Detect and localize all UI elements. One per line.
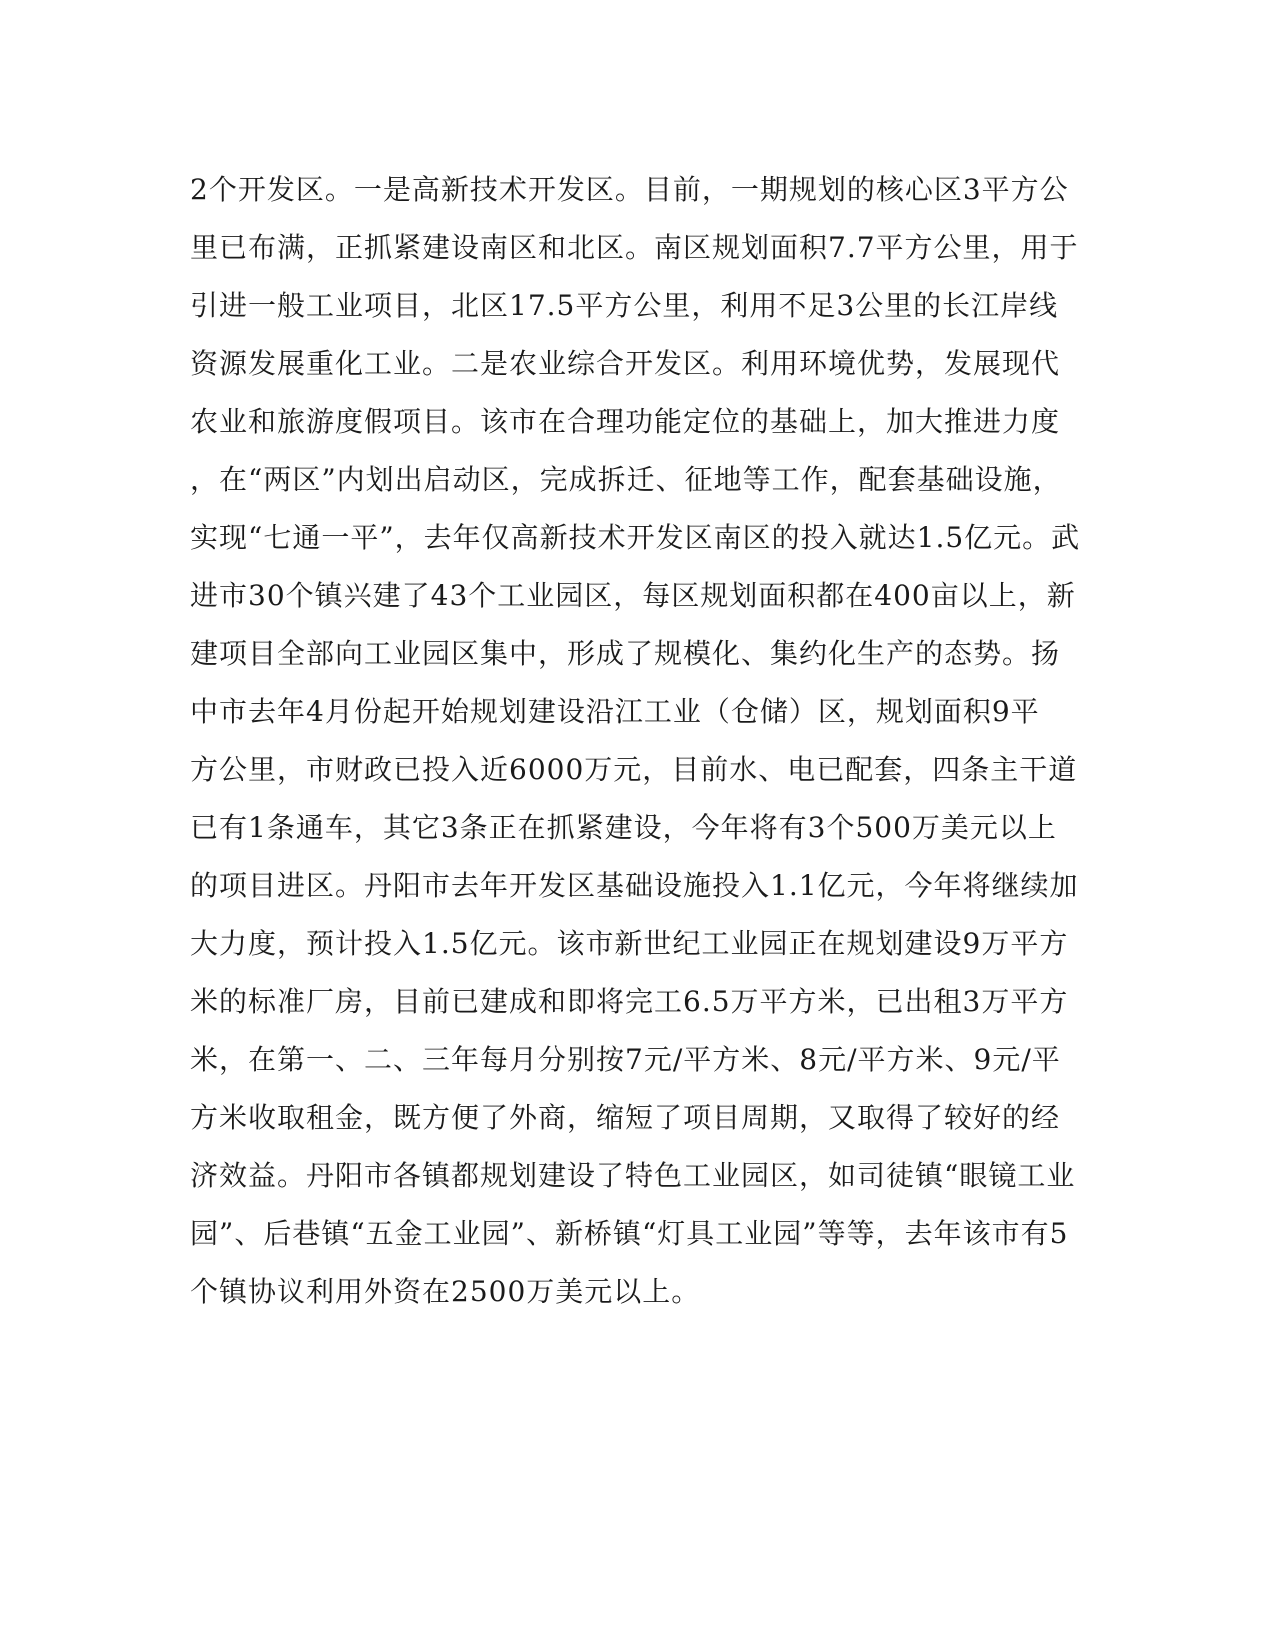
text-line: 已有1条通车，其它3条正在抓紧建设，今年将有3个500万美元以上 <box>190 811 1057 844</box>
text-line: 大力度，预计投入1.5亿元。该市新世纪工业园正在规划建设9万平方 <box>190 927 1069 960</box>
text-line: 资源发展重化工业。二是农业综合开发区。利用环境优势，发展现代 <box>190 347 1061 380</box>
text-line: ，在“两区”内划出启动区，完成拆迁、征地等工作，配套基础设施， <box>190 463 1062 496</box>
text-line: 进市30个镇兴建了43个工业园区，每区规划面积都在400亩以上，新 <box>190 579 1076 612</box>
text-line: 的项目进区。丹阳市去年开发区基础设施投入1.1亿元，今年将继续加 <box>190 869 1079 902</box>
text-line: 方米收取租金，既方便了外商，缩短了项目周期，又取得了较好的经 <box>190 1101 1061 1134</box>
text-line: 园”、后巷镇“五金工业园”、新桥镇“灯具工业园”等等，去年该市有5 <box>190 1217 1069 1250</box>
text-line: 中市去年4月份起开始规划建设沿江工业（仓储）区，规划面积9平 <box>190 695 1040 728</box>
text-line: 方公里，市财政已投入近6000万元，目前水、电已配套，四条主干道 <box>190 753 1078 786</box>
text-line: 引进一般工业项目，北区17.5平方公里，利用不足3公里的长江岸线 <box>190 289 1059 322</box>
text-line: 2个开发区。一是高新技术开发区。目前，一期规划的核心区3平方公 <box>190 173 1069 206</box>
text-line: 建项目全部向工业园区集中，形成了规模化、集约化生产的态势。扬 <box>190 637 1061 670</box>
text-line: 里已布满，正抓紧建设南区和北区。南区规划面积7.7平方公里，用于 <box>190 231 1079 264</box>
text-line: 济效益。丹阳市各镇都规划建设了特色工业园区，如司徒镇“眼镜工业 <box>190 1159 1076 1192</box>
text-line: 米，在第一、二、三年每月分别按7元/平方米、8元/平方米、9元/平 <box>190 1043 1061 1076</box>
text-line: 个镇协议利用外资在2500万美元以上。 <box>190 1275 701 1308</box>
text-line: 米的标准厂房，目前已建成和即将完工6.5万平方米，已出租3万平方 <box>190 985 1069 1018</box>
text-line: 实现“七通一平”，去年仅高新技术开发区南区的投入就达1.5亿元。武 <box>190 521 1081 554</box>
text-line: 农业和旅游度假项目。该市在合理功能定位的基础上，加大推进力度 <box>190 405 1061 438</box>
